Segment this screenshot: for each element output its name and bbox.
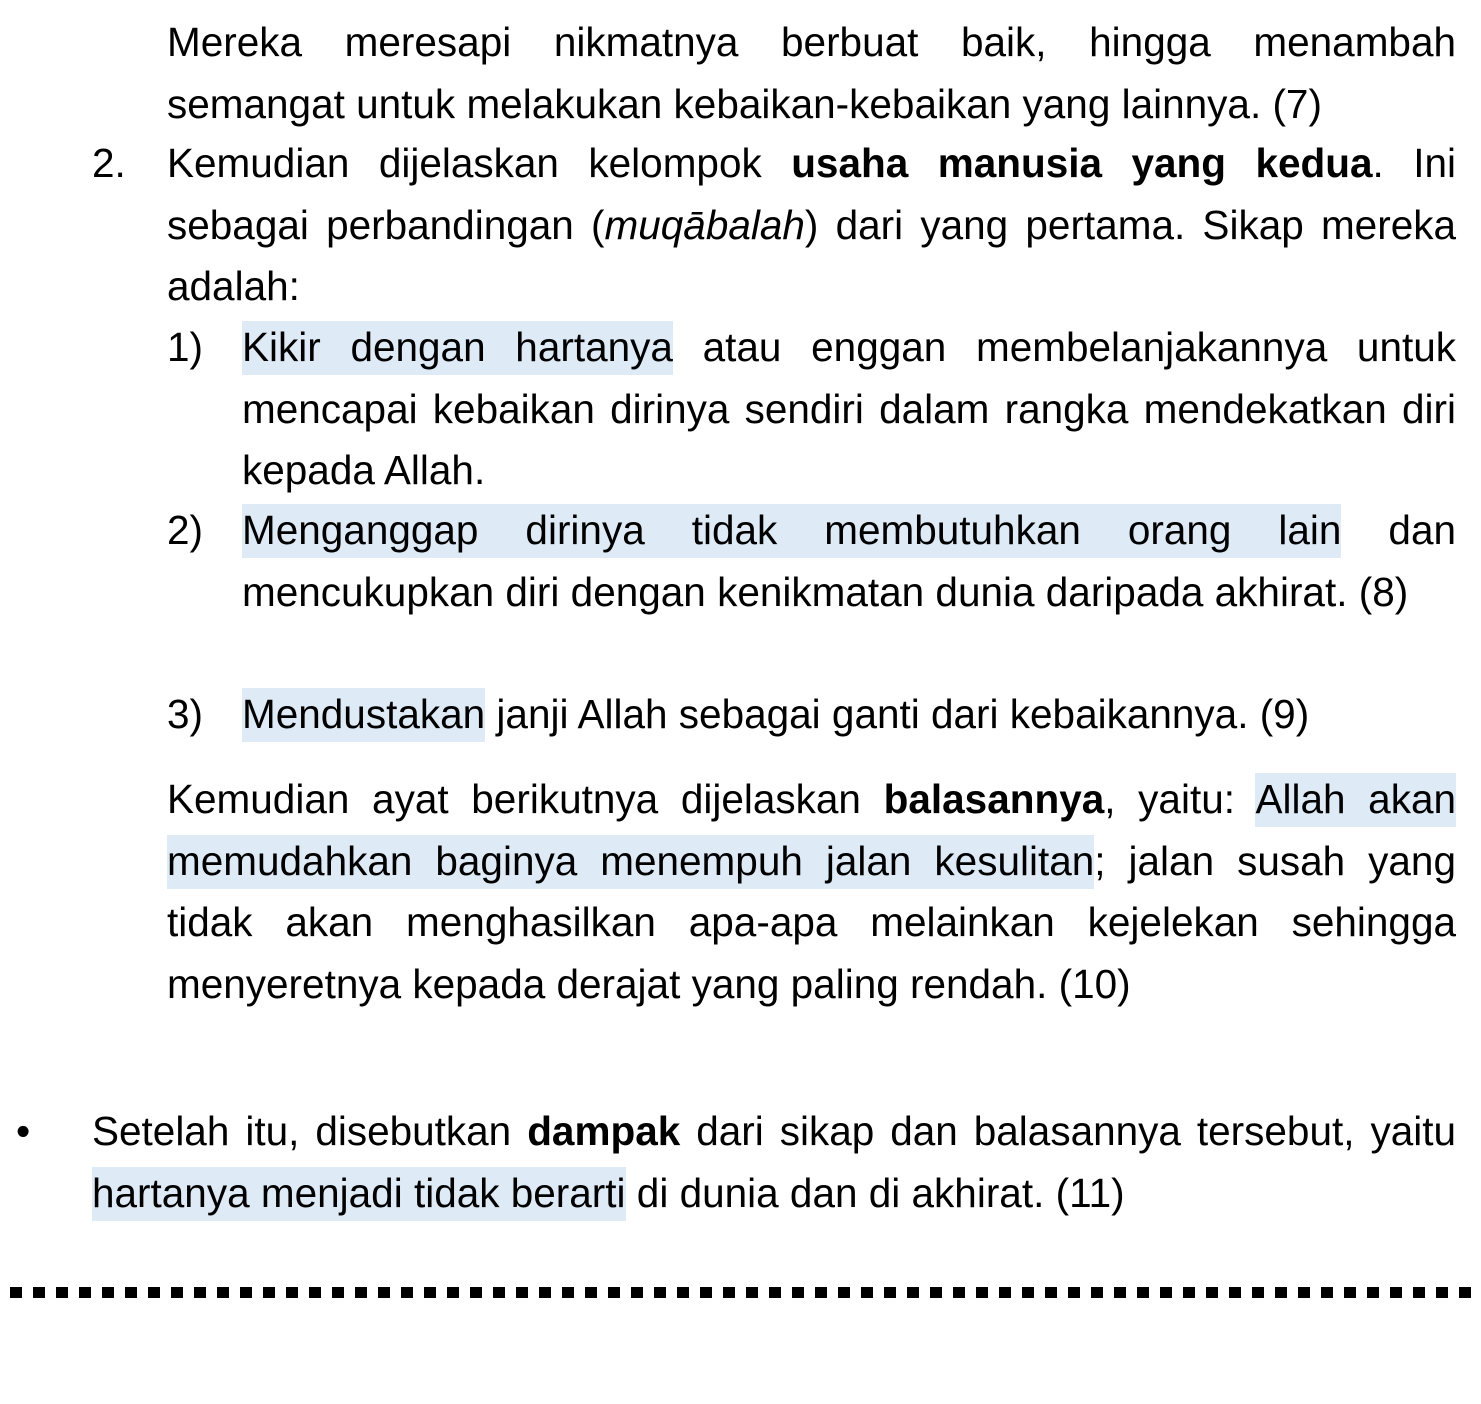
balasan-text-a: Kemudian ayat berikutnya dijelaskan [167, 776, 884, 822]
balasan-highlight: Allah akan memudahkan baginya menempuh jalan kesulitan [167, 773, 1456, 889]
list-item-2 [167, 133, 1456, 318]
balasan-text-c: , yaitu: [1104, 776, 1256, 822]
sublist-item-1-highlight: Kikir dengan hartanya [242, 321, 673, 375]
item2-italic-term: muqābalah [604, 201, 805, 248]
item2-text-c: . Ini sebagai perbandingan ( [167, 140, 1456, 248]
item2-bold-phrase: usaha manusia yang kedua [791, 140, 1373, 186]
sublist-marker-2: 2) [167, 507, 204, 553]
bullet-bold-term: dampak [527, 1108, 681, 1154]
item2-text-e: ) dari yang pertama. Sikap mereka adalah: [167, 201, 1456, 309]
sublist-item-2-text: dan mencukupkan diri dengan kenikmatan dunia daripada akhirat. (8) [242, 507, 1456, 615]
bullet-text-c: dari sikap dan balasannya tersebut, yaitu [680, 1108, 1456, 1154]
list-marker-2: 2. [92, 140, 126, 186]
sublist-item-1 [242, 317, 1456, 502]
sublist-item-3-highlight: Mendustakan [242, 688, 485, 742]
dashed-separator [10, 1287, 1472, 1298]
bullet-marker: • [16, 1108, 31, 1154]
sublist-item-3 [242, 684, 1456, 746]
paragraph-continuation [167, 12, 1456, 135]
bullet-item [92, 1101, 1456, 1224]
balasan-text-d: ; jalan susah yang tidak akan menghasilkan apa-apa melainkan kejelekan sehingga menyeretnya kepada derajat yang paling rendah. (10) [167, 837, 1456, 1007]
bullet-text-a: Setelah itu, disebutkan [92, 1108, 528, 1154]
bullet-text-d: di dunia dan di akhirat. (11) [625, 1169, 1125, 1216]
sublist-marker-3: 3) [167, 691, 204, 737]
paragraph-continuation-text: Mereka meresapi nikmatnya berbuat baik, hingga menambah semangat untuk melakukan kebaikan-kebaikan yang lainnya. (7) [167, 19, 1456, 127]
sublist-item-3-text: janji Allah sebagai ganti dari kebaikannya. (9) [485, 691, 1310, 737]
sublist-item-1-text: atau enggan membelanjakannya untuk mencapai kebaikan dirinya sendiri dalam rangka mendekatkan diri kepada Allah. [242, 324, 1456, 493]
sublist-item-2 [242, 500, 1456, 623]
item2-text-a: Kemudian dijelaskan kelompok [167, 140, 792, 186]
sublist-marker-1: 1) [167, 324, 204, 370]
balasan-bold-term: balasannya [883, 776, 1105, 822]
sublist-item-2-highlight: Menganggap dirinya tidak membutuhkan orang lain [242, 504, 1341, 558]
paragraph-balasan [167, 769, 1456, 1015]
bullet-highlight: hartanya menjadi tidak berarti [92, 1167, 626, 1221]
